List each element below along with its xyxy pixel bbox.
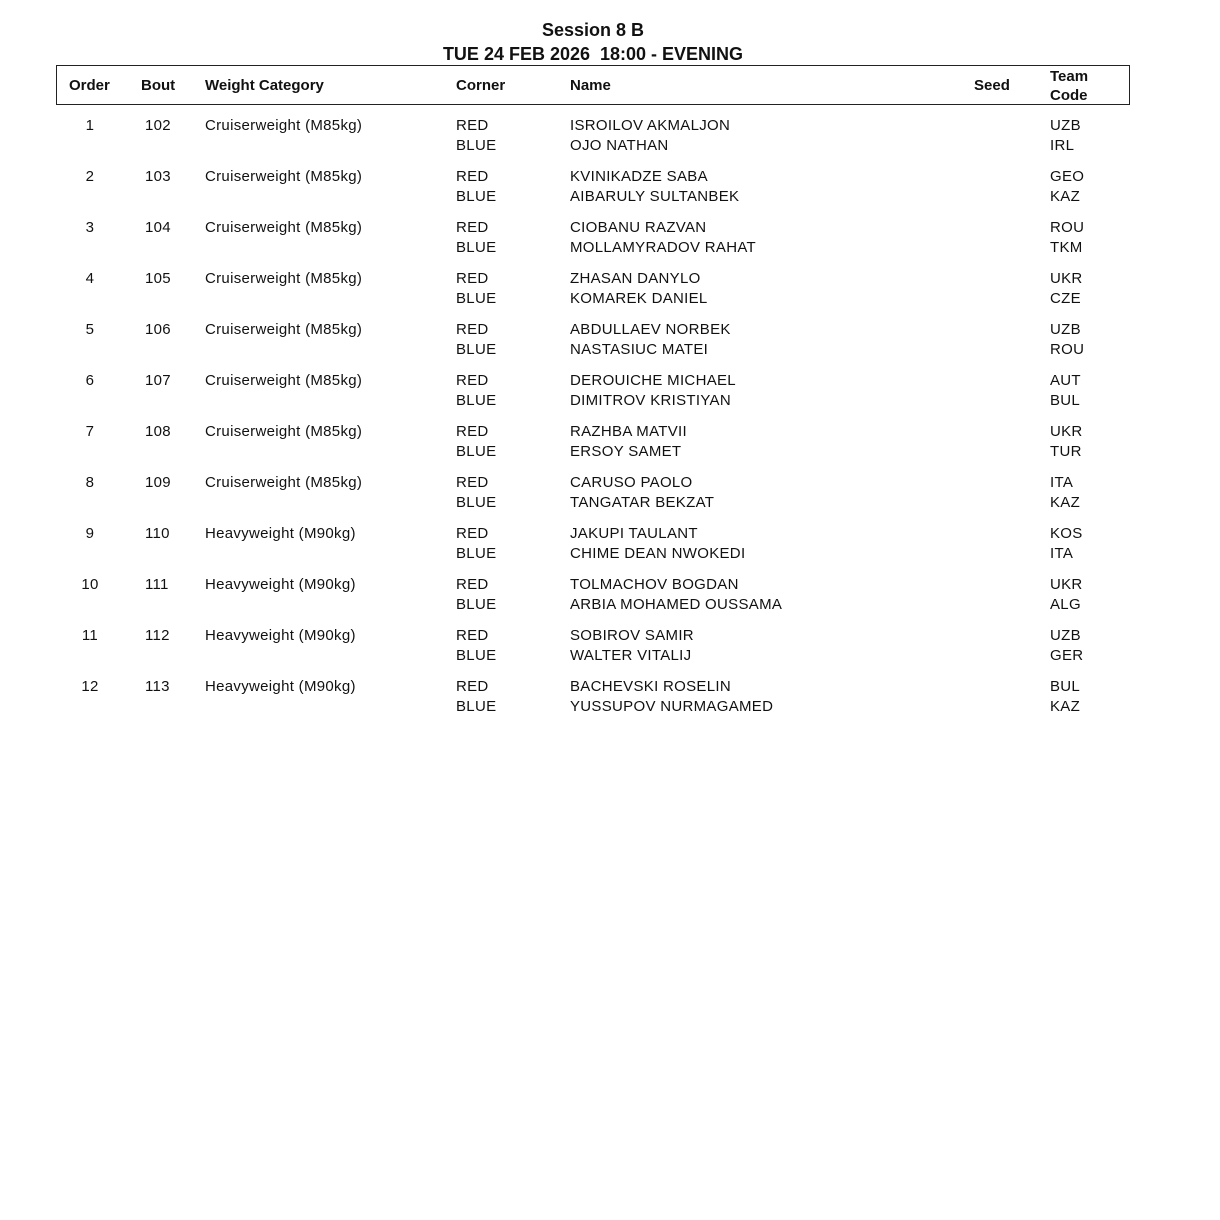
- column-header-team-code-line1: Team: [1050, 68, 1089, 85]
- red-boxer-name: SOBIROV SAMIR: [570, 627, 694, 644]
- column-header-name: Name: [570, 77, 611, 94]
- blue-boxer-name: MOLLAMYRADOV RAHAT: [570, 239, 756, 256]
- weight-category: Cruiserweight (M85kg): [205, 372, 363, 389]
- blue-corner-label: BLUE: [456, 596, 497, 613]
- corner-cell: [456, 524, 496, 564]
- table-header: [56, 65, 1130, 105]
- weight-category: Heavyweight (M90kg): [205, 678, 356, 695]
- corner-cell: [456, 116, 496, 156]
- blue-team-code: ALG: [1050, 596, 1081, 613]
- blue-corner-label: BLUE: [456, 239, 497, 256]
- column-header-team-code-line2: Code: [1050, 87, 1088, 104]
- blue-corner-label: BLUE: [456, 341, 497, 358]
- blue-team-code: IRL: [1050, 137, 1075, 154]
- team-code-cell: [1050, 575, 1083, 615]
- red-team-code: UKR: [1050, 576, 1083, 593]
- document-title: [0, 18, 1186, 66]
- red-corner-label: RED: [456, 168, 489, 185]
- bout-row: [0, 116, 1220, 167]
- name-cell: [570, 626, 694, 666]
- bout-order: 11: [81, 627, 99, 644]
- bout-number: 106: [145, 321, 171, 338]
- team-code-cell: [1050, 167, 1084, 207]
- name-cell: [570, 116, 730, 156]
- weight-category: Cruiserweight (M85kg): [205, 117, 363, 134]
- red-corner-label: RED: [456, 270, 489, 287]
- blue-corner-label: BLUE: [456, 188, 497, 205]
- blue-team-code: TUR: [1050, 443, 1082, 460]
- corner-cell: [456, 422, 496, 462]
- bout-row: [0, 626, 1220, 677]
- blue-team-code: BUL: [1050, 392, 1081, 409]
- blue-corner-label: BLUE: [456, 545, 497, 562]
- corner-cell: [456, 218, 496, 258]
- bout-row: [0, 575, 1220, 626]
- bout-row: [0, 677, 1220, 728]
- red-boxer-name: ISROILOV AKMALJON: [570, 117, 731, 134]
- blue-team-code: KAZ: [1050, 188, 1081, 205]
- bout-number: 109: [145, 474, 171, 491]
- column-header-team-code: [1050, 67, 1088, 105]
- weight-category: Heavyweight (M90kg): [205, 627, 356, 644]
- blue-corner-label: BLUE: [456, 647, 497, 664]
- red-corner-label: RED: [456, 576, 489, 593]
- bout-number: 102: [145, 117, 171, 134]
- bout-list: [0, 116, 1220, 728]
- bout-order: 3: [85, 219, 95, 236]
- red-team-code: UZB: [1050, 117, 1081, 134]
- red-boxer-name: RAZHBA MATVII: [570, 423, 687, 440]
- team-code-cell: [1050, 269, 1083, 309]
- bout-order: 1: [85, 117, 95, 134]
- weight-category: Heavyweight (M90kg): [205, 576, 356, 593]
- blue-corner-label: BLUE: [456, 443, 497, 460]
- name-cell: [570, 677, 773, 717]
- blue-boxer-name: OJO NATHAN: [570, 137, 669, 154]
- bout-number: 103: [145, 168, 171, 185]
- blue-boxer-name: TANGATAR BEKZAT: [570, 494, 715, 511]
- blue-team-code: TKM: [1050, 239, 1083, 256]
- red-boxer-name: TOLMACHOV BOGDAN: [570, 576, 739, 593]
- bout-order: 5: [85, 321, 95, 338]
- team-code-cell: [1050, 116, 1081, 156]
- column-header-corner: Corner: [456, 77, 506, 94]
- bout-number: 113: [145, 678, 170, 695]
- bout-number: 110: [145, 525, 170, 542]
- bout-order: 7: [85, 423, 95, 440]
- blue-team-code: CZE: [1050, 290, 1081, 307]
- blue-boxer-name: ARBIA MOHAMED OUSSAMA: [570, 596, 783, 613]
- bout-number: 105: [145, 270, 171, 287]
- team-code-cell: [1050, 473, 1080, 513]
- team-code-cell: [1050, 626, 1083, 666]
- corner-cell: [456, 167, 496, 207]
- column-header-seed: Seed: [974, 77, 1010, 94]
- weight-category: Heavyweight (M90kg): [205, 525, 356, 542]
- weight-category: Cruiserweight (M85kg): [205, 321, 363, 338]
- blue-team-code: KAZ: [1050, 494, 1081, 511]
- corner-cell: [456, 473, 496, 513]
- corner-cell: [456, 320, 496, 360]
- red-team-code: UKR: [1050, 270, 1083, 287]
- blue-team-code: GER: [1050, 647, 1084, 664]
- red-corner-label: RED: [456, 423, 489, 440]
- blue-corner-label: BLUE: [456, 137, 497, 154]
- red-boxer-name: ZHASAN DANYLO: [570, 270, 701, 287]
- corner-cell: [456, 626, 496, 666]
- bout-row: [0, 218, 1220, 269]
- red-team-code: UKR: [1050, 423, 1083, 440]
- bout-number: 104: [145, 219, 171, 236]
- red-corner-label: RED: [456, 627, 489, 644]
- name-cell: [570, 218, 756, 258]
- column-header-bout: Bout: [141, 77, 176, 94]
- red-team-code: ROU: [1050, 219, 1085, 236]
- red-team-code: GEO: [1050, 168, 1085, 185]
- bout-order: 2: [85, 168, 95, 185]
- blue-team-code: KAZ: [1050, 698, 1081, 715]
- name-cell: [570, 524, 745, 564]
- name-cell: [570, 320, 731, 360]
- red-corner-label: RED: [456, 525, 489, 542]
- blue-boxer-name: YUSSUPOV NURMAGAMED: [570, 698, 774, 715]
- red-corner-label: RED: [456, 219, 489, 236]
- bout-number: 112: [145, 627, 170, 644]
- blue-corner-label: BLUE: [456, 290, 497, 307]
- red-corner-label: RED: [456, 117, 489, 134]
- bout-row: [0, 371, 1220, 422]
- bout-row: [0, 422, 1220, 473]
- bout-order: 9: [85, 525, 95, 542]
- bout-number: 111: [145, 576, 169, 593]
- team-code-cell: [1050, 677, 1080, 717]
- team-code-cell: [1050, 218, 1084, 258]
- red-boxer-name: CARUSO PAOLO: [570, 474, 693, 491]
- name-cell: [570, 371, 736, 411]
- red-team-code: KOS: [1050, 525, 1083, 542]
- bout-number: 108: [145, 423, 171, 440]
- bout-row: [0, 473, 1220, 524]
- column-header-order: Order: [69, 77, 110, 94]
- red-team-code: ITA: [1050, 474, 1074, 491]
- session-title: Session 8 B: [541, 20, 645, 40]
- bout-row: [0, 269, 1220, 320]
- red-boxer-name: JAKUPI TAULANT: [570, 525, 698, 542]
- bout-number: 107: [145, 372, 171, 389]
- red-corner-label: RED: [456, 678, 489, 695]
- bout-order: 12: [81, 678, 99, 695]
- blue-team-code: ITA: [1050, 545, 1074, 562]
- bout-order: 8: [85, 474, 95, 491]
- corner-cell: [456, 269, 496, 309]
- corner-cell: [456, 575, 496, 615]
- red-team-code: UZB: [1050, 627, 1081, 644]
- blue-corner-label: BLUE: [456, 392, 497, 409]
- blue-boxer-name: AIBARULY SULTANBEK: [570, 188, 740, 205]
- red-corner-label: RED: [456, 372, 489, 389]
- red-corner-label: RED: [456, 474, 489, 491]
- weight-category: Cruiserweight (M85kg): [205, 474, 363, 491]
- bout-order: 10: [81, 576, 99, 593]
- blue-boxer-name: CHIME DEAN NWOKEDI: [570, 545, 746, 562]
- red-team-code: UZB: [1050, 321, 1081, 338]
- weight-category: Cruiserweight (M85kg): [205, 219, 363, 236]
- bout-row: [0, 167, 1220, 218]
- name-cell: [570, 575, 782, 615]
- blue-corner-label: BLUE: [456, 698, 497, 715]
- blue-boxer-name: ERSOY SAMET: [570, 443, 682, 460]
- red-team-code: AUT: [1050, 372, 1081, 389]
- column-header-weight-category: Weight Category: [205, 77, 324, 94]
- blue-boxer-name: DIMITROV KRISTIYAN: [570, 392, 731, 409]
- bout-order: 6: [85, 372, 95, 389]
- session-datetime: TUE 24 FEB 2026 18:00 - EVENING: [442, 44, 744, 64]
- blue-corner-label: BLUE: [456, 494, 497, 511]
- red-boxer-name: BACHEVSKI ROSELIN: [570, 678, 731, 695]
- red-corner-label: RED: [456, 321, 489, 338]
- weight-category: Cruiserweight (M85kg): [205, 423, 363, 440]
- weight-category: Cruiserweight (M85kg): [205, 168, 363, 185]
- bout-order: 4: [85, 270, 95, 287]
- team-code-cell: [1050, 422, 1083, 462]
- bout-row: [0, 320, 1220, 371]
- red-boxer-name: DEROUICHE MICHAEL: [570, 372, 736, 389]
- weight-category: Cruiserweight (M85kg): [205, 270, 363, 287]
- red-boxer-name: KVINIKADZE SABA: [570, 168, 708, 185]
- name-cell: [570, 473, 714, 513]
- corner-cell: [456, 371, 496, 411]
- team-code-cell: [1050, 524, 1083, 564]
- bout-row: [0, 524, 1220, 575]
- red-team-code: BUL: [1050, 678, 1081, 695]
- corner-cell: [456, 677, 496, 717]
- team-code-cell: [1050, 371, 1081, 411]
- red-boxer-name: ABDULLAEV NORBEK: [570, 321, 731, 338]
- blue-boxer-name: WALTER VITALIJ: [570, 647, 692, 664]
- blue-boxer-name: NASTASIUC MATEI: [570, 341, 709, 358]
- red-boxer-name: CIOBANU RAZVAN: [570, 219, 707, 236]
- team-code-cell: [1050, 320, 1084, 360]
- name-cell: [570, 422, 687, 462]
- blue-team-code: ROU: [1050, 341, 1085, 358]
- blue-boxer-name: KOMAREK DANIEL: [570, 290, 708, 307]
- name-cell: [570, 269, 708, 309]
- name-cell: [570, 167, 739, 207]
